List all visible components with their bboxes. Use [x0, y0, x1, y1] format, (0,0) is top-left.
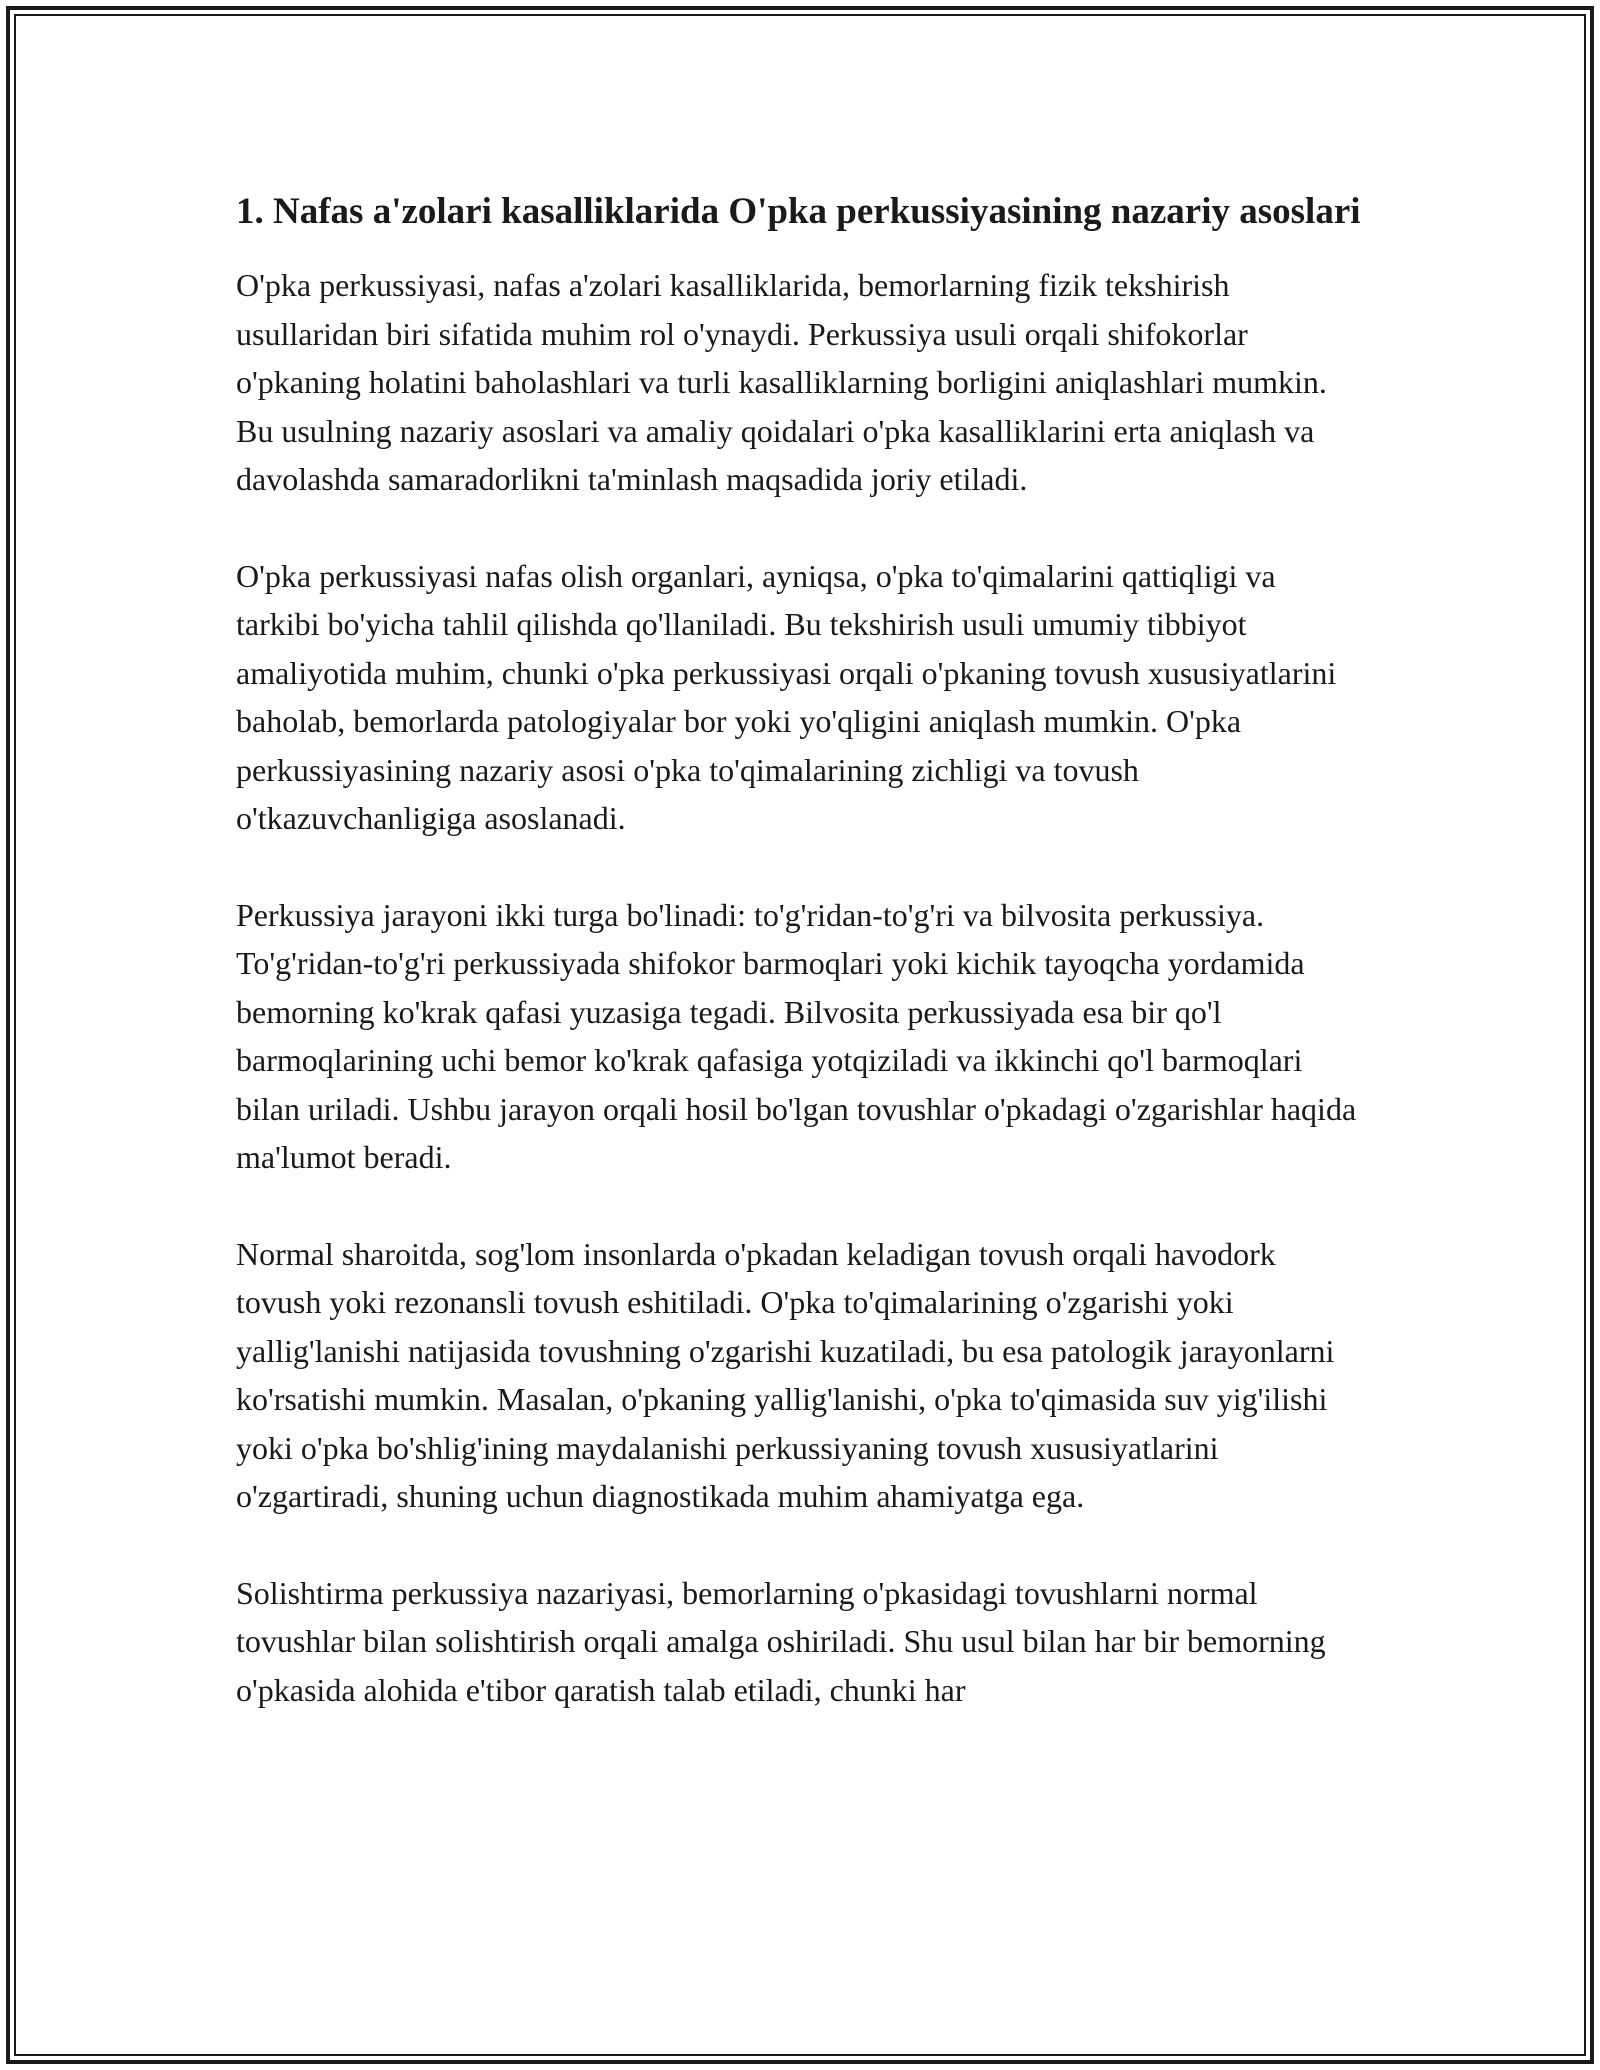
paragraph-3: Perkussiya jarayoni ikki turga bo'linadi: to'g'ridan-to'g'ri va bilvosita perkussiya. To'g'ridan-to'g'ri perkussiyada shifokor barmoqlari yoki kichik tayoqcha yordamida bemorning ko'krak qafasi yuzasiga tegadi. Bilvosita perkussiyada esa bir qo'l barmoqlarining uchi bemor ko'krak qafasiga yotqiziladi va ikkinchi qo'l barmoqlari bilan uriladi. Ushbu jarayon orqali hosil bo'lgan tovushlar o'pkadagi o'zgarishlar haqida ma'lumot beradi. — [236, 896, 1357, 1175]
paragraph-4: Normal sharoitda, sog'lom insonlarda o'pkadan keladigan tovush orqali havodork tovush yoki rezonansli tovush eshitiladi. O'pka to'qimalarining o'zgarishi yoki yallig'lanishi natijasida tovushning o'zgarishi kuzatiladi, bu esa patologik jarayonlarni ko'rsatishi mumkin. Masalan, o'pkaning yallig'lanishi, o'pka to'qimasida suv yig'ilishi yoki o'pka bo'shlig'ining maydalanishi perkussiyaning tovush xususiyatlarini o'zgartiradi, shuning uchun diagnostikada muhim ahamiyatga ega. — [236, 1235, 1335, 1514]
paragraph-5: Solishtirma perkussiya nazariyasi, bemorlarning o'pkasidagi tovushlarni normal tovushlar bilan solishtirish orqali amalga oshiriladi. Shu usul bilan har bir bemorning o'pkasida alohida e'tibor qaratish talab etiladi, chunki har — [236, 1574, 1326, 1708]
document-body — [236, 184, 1366, 1762]
paragraph-1: O'pka perkussiyasi, nafas a'zolari kasalliklarida, bemorlarning fizik tekshirish usullaridan biri sifatida muhim rol o'ynaydi. Perkussiya usuli orqali shifokorlar o'pkaning holatini baholashlari va turli kasalliklarning borligini aniqlashlari mumkin. Bu usulning nazariy asoslari va amaliy qoidalari o'pka kasalliklarini erta aniqlash va davolashda samaradorlikni ta'minlash maqsadida joriy etiladi. — [236, 267, 1327, 497]
section-heading: 1. Nafas a'zolari kasalliklarida O'pka perkussiyasining nazariy asoslari — [236, 191, 1361, 232]
paragraph-2: O'pka perkussiyasi nafas olish organlari, ayniqsa, o'pka to'qimalarini qattiqligi va tarkibi bo'yicha tahlil qilishda qo'llaniladi. Bu tekshirish usuli umumiy tibbiyot amaliyotida muhim, chunki o'pka perkussiyasi orqali o'pkaning tovush xususiyatlarini baholab, bemorlarda patologiyalar bor yoki yo'qligini aniqlash mumkin. O'pka perkussiyasining nazariy asosi o'pka to'qimalarining zichligi va tovush o'tkazuvchanligiga asoslanadi. — [236, 557, 1337, 836]
